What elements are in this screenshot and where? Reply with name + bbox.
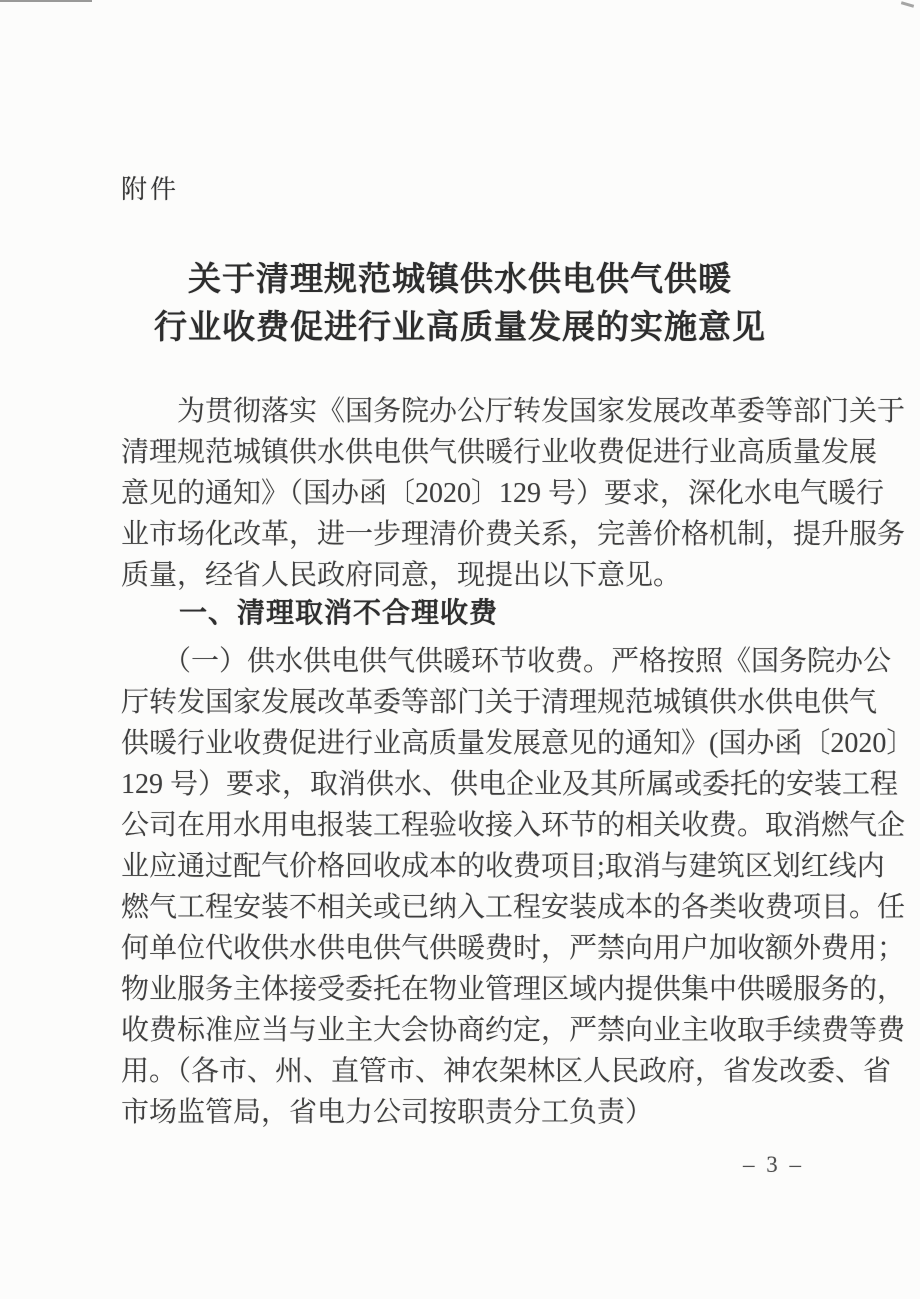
scan-artifact-corner-mark (901, 1, 914, 7)
text-line: 供暖行业收费促进行业高质量发展意见的通知》(国办函〔2020〕 (121, 728, 915, 759)
text-line: 厅转发国家发展改革委等部门关于清理规范城镇供水供电供气 (121, 687, 878, 718)
text-line: 意见的通知》（国办函〔2020〕129 号）要求，深化水电气暖行 (121, 478, 885, 509)
text-line: 燃气工程安装不相关或已纳入工程安装成本的各类收费项目。任 (121, 892, 906, 923)
text-line: 收费标准应当与业主大会协商约定，严禁向业主收取手续费等费 (121, 1015, 906, 1046)
text-line: 业应通过配气价格回收成本的收费项目;取消与建筑区划红线内 (121, 851, 885, 882)
text-line: 清理规范城镇供水供电供气供暖行业收费促进行业高质量发展 (121, 437, 878, 468)
document-title (0, 256, 920, 352)
text-line: 业市场化改革，进一步理清价费关系，完善价格机制，提升服务 (121, 519, 906, 550)
text-line: 公司在用水用电报装工程验收接入环节的相关收费。取消燃气企 (121, 810, 906, 841)
page-number: – 3 – (743, 1152, 804, 1177)
text-line: 物业服务主体接受委托在物业管理区域内提供集中供暖服务的， (121, 974, 906, 1005)
text-line: 质量，经省人民政府同意，现提出以下意见。 (121, 560, 682, 591)
text-line: 用。（各市、州、直管市、神农架林区人民政府，省发改委、省 (121, 1056, 892, 1087)
section1-item1-paragraph (121, 641, 915, 1133)
text-line: 何单位代收供水供电供气供暖费时，严禁向用户加收额外费用； (121, 933, 906, 964)
scan-artifact-top-edge (0, 0, 92, 2)
text-line: 市场监管局，省电力公司按职责分工负责） (121, 1097, 654, 1128)
text-line: 为贯彻落实《国务院办公厅转发国家发展改革委等部门关于 (121, 396, 906, 427)
document-title-line2: 行业收费促进行业高质量发展的实施意见 (154, 310, 766, 346)
attachment-label: 附件 (121, 174, 180, 204)
document-title-line1: 关于清理规范城镇供水供电供气供暖 (188, 262, 732, 298)
intro-paragraph (121, 391, 906, 596)
text-line: 129 号）要求，取消供水、供电企业及其所属或委托的安装工程 (121, 769, 899, 800)
text-line: （一）供水供电供气供暖环节收费。严格按照《国务院办公 (121, 646, 892, 677)
section1-heading: 一、清理取消不合理收费 (179, 597, 499, 628)
